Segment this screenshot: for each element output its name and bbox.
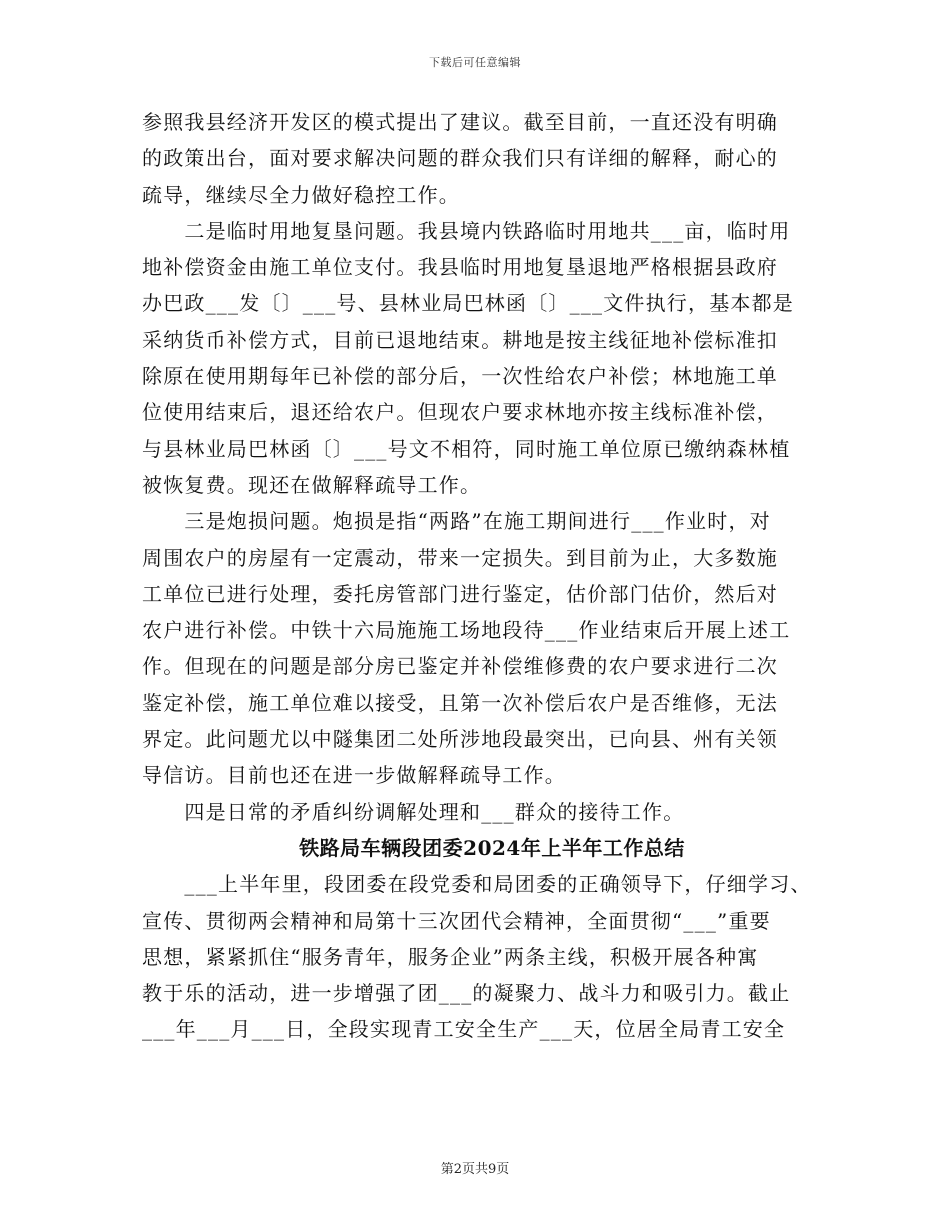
text-line: 教于乐的活动，进一步增强了团___的凝聚力、战斗力和吸引力。截止 bbox=[142, 981, 791, 1006]
text-line: 除原在使用期每年已补偿的部分后，一次性给农户补偿；林地施工单 bbox=[142, 364, 778, 389]
section-title: 铁路局车辆段团委2024年上半年工作总结 bbox=[299, 835, 685, 860]
document-body bbox=[142, 104, 812, 1048]
text-line: 鉴定补偿，施工单位难以接受，且第一次补偿后农户是否维修，无法 bbox=[142, 690, 778, 715]
text-line: 采纳货币补偿方式，目前已退地结束。耕地是按主线征地补偿标准扣 bbox=[142, 327, 778, 352]
text-line: 的政策出台，面对要求解决问题的群众我们只有详细的解释，耐心的 bbox=[142, 146, 778, 171]
text-line: 作。但现在的问题是部分房已鉴定并补偿维修费的农户要求进行二次 bbox=[142, 654, 778, 679]
text-line: 导信访。目前也还在进一步做解释疏导工作。 bbox=[142, 763, 566, 788]
text-line: 位使用结束后，退还给农户。但现农户要求林地亦按主线标准补偿， bbox=[142, 400, 778, 425]
text-line: 宣传、贯彻两会精神和局第十三次团代会精神，全面贯彻“___”重要 bbox=[142, 908, 771, 933]
text-line: 疏导，继续尽全力做好稳控工作。 bbox=[142, 182, 460, 207]
text-line: 被恢复费。现还在做解释疏导工作。 bbox=[142, 472, 482, 497]
text-line: 二是临时用地复垦问题。我县境内铁路临时用地共___亩，临时用 bbox=[142, 218, 791, 243]
text-line: 参照我县经济开发区的模式提出了建议。截至目前，一直还没有明确 bbox=[142, 110, 778, 134]
text-line: 三是炮损问题。炮损是指“两路”在施工期间进行___作业时，对 bbox=[142, 509, 771, 534]
page-header-note: 下载后可任意编辑 bbox=[429, 56, 521, 69]
page-number: 第2页共9页 bbox=[440, 1162, 510, 1177]
text-line: ___上半年里，段团委在段党委和局团委的正确领导下，仔细学习、 bbox=[142, 872, 812, 897]
text-line: 四是日常的矛盾纠纷调解处理和___群众的接待工作。 bbox=[142, 799, 685, 824]
text-line: 工单位已进行处理，委托房管部门进行鉴定，估价部门估价，然后对 bbox=[142, 581, 778, 606]
text-line: 界定。此问题尤以中隧集团二处所涉地段最突出，已向县、州有关领 bbox=[142, 727, 778, 752]
text-line: 思想，紧紧抓住“服务青年，服务企业”两条主线，积极开展各种寓 bbox=[142, 944, 759, 969]
text-line: 与县林业局巴林函〔〕___号文不相符，同时施工单位原已缴纳森林植 bbox=[142, 436, 791, 461]
text-line: 农户进行补偿。中铁十六局施施工场地段待___作业结束后开展上述工 bbox=[142, 618, 791, 643]
text-line: 地补偿资金由施工单位支付。我县临时用地复垦退地严格根据县政府 bbox=[142, 255, 778, 280]
text-line: 办巴政___发〔〕___号、县林业局巴林函〔〕___文件执行，基本都是 bbox=[142, 291, 794, 316]
text-line: 周围农户的房屋有一定震动，带来一定损失。到目前为止，大多数施 bbox=[142, 545, 778, 570]
text-line: ___年___月___日，全段实现青工安全生产___天，位居全局青工安全 bbox=[142, 1017, 786, 1042]
